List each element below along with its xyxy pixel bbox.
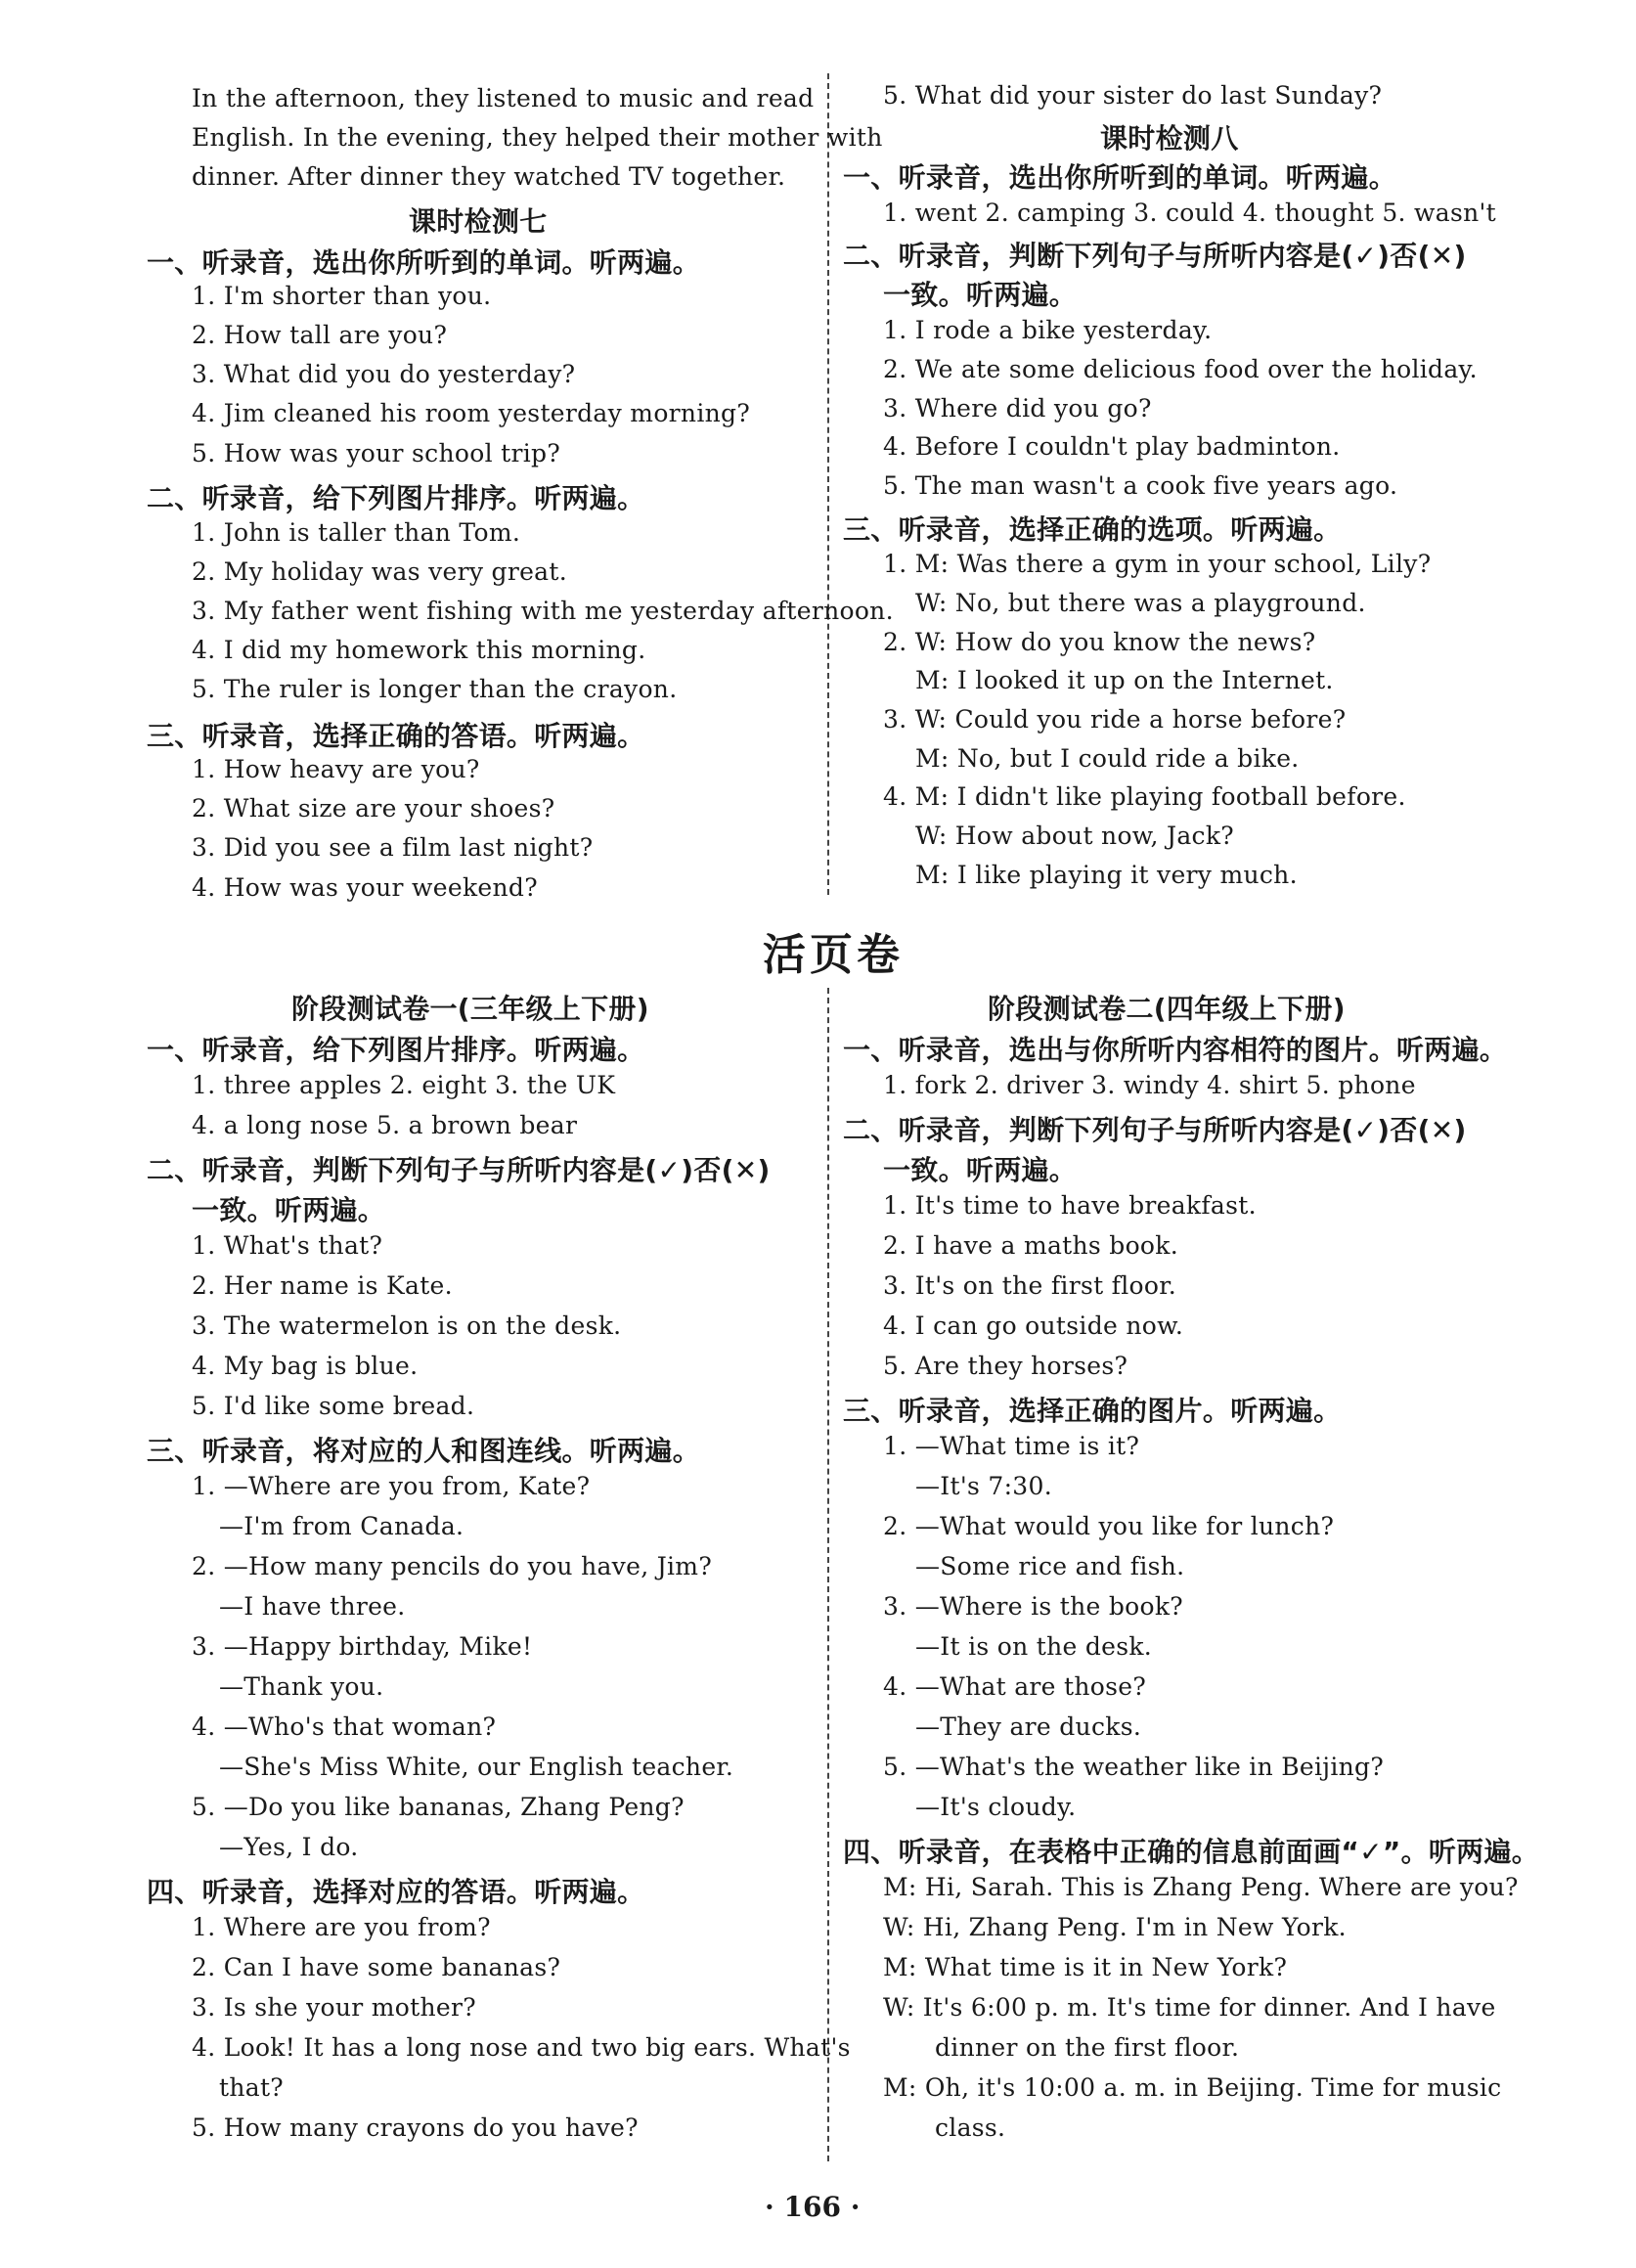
list-item: 5. I'd like some bread.: [192, 1392, 475, 1420]
list-item: 1. I'm shorter than you.: [192, 282, 492, 310]
word-options: 1. went 2. camping 3. could 4. thought 5. wasn't: [883, 199, 1496, 227]
question-heading-cont: 一致。听两遍。: [883, 1154, 1078, 1186]
list-item: 5. How many crayons do you have?: [192, 2113, 639, 2142]
word-options: 4. a long nose 5. a brown bear: [192, 1111, 578, 1139]
question-heading: 四、听录音，在表格中正确的信息前面画“✓”。听两遍。: [843, 1836, 1540, 1868]
dialogue-line: —Yes, I do.: [219, 1833, 359, 1861]
section-title: 课时检测八: [1100, 122, 1239, 155]
dialogue-line: —She's Miss White, our English teacher.: [219, 1753, 734, 1781]
list-item: 5. The man wasn't a cook five years ago.: [883, 471, 1398, 500]
question-heading: 三、听录音，选择正确的图片。听两遍。: [843, 1395, 1342, 1427]
list-item: 4. I can go outside now.: [883, 1312, 1184, 1340]
list-item: 2. What size are your shoes?: [192, 794, 555, 823]
dialogue-line: 3. W: Could you ride a horse before?: [883, 705, 1347, 734]
question-heading: 二、听录音，判断下列句子与所听内容是(✓)否(✕): [843, 1114, 1467, 1146]
list-item: 2. Her name is Kate.: [192, 1271, 453, 1300]
dialogue-line: M: I looked it up on the Internet.: [915, 666, 1334, 694]
text-line: In the afternoon, they listened to music and read: [192, 84, 815, 112]
dialogue-line: —It's cloudy.: [915, 1793, 1077, 1821]
list-item: 2. How tall are you?: [192, 321, 448, 349]
dialogue-line: —I have three.: [219, 1592, 406, 1621]
list-item: 5. Are they horses?: [883, 1352, 1128, 1380]
list-item: 2. I have a maths book.: [883, 1231, 1178, 1260]
question-heading-cont: 一致。听两遍。: [192, 1194, 386, 1226]
test-title: 阶段测试卷二(四年级上下册): [988, 993, 1346, 1025]
question-heading: 三、听录音，选择正确的答语。听两遍。: [147, 720, 645, 752]
list-item: 4. Jim cleaned his room yesterday morning?: [192, 399, 751, 427]
dialogue-line: 2. —What would you like for lunch?: [883, 1512, 1335, 1540]
question-heading: 四、听录音，选择对应的答语。听两遍。: [147, 1876, 645, 1908]
list-item: 1. What's that?: [192, 1231, 383, 1260]
top-column-divider: [827, 73, 829, 895]
list-item: 5. The ruler is longer than the crayon.: [192, 675, 678, 703]
test-title: 阶段测试卷一(三年级上下册): [291, 993, 649, 1025]
question-heading: 三、听录音，选择正确的选项。听两遍。: [843, 513, 1342, 546]
list-item: 4. Look! It has a long nose and two big ears. What's: [192, 2033, 851, 2062]
question-heading: 一、听录音，选出你所听到的单词。听两遍。: [843, 161, 1397, 194]
list-item: 2. We ate some delicious food over the holiday.: [883, 355, 1478, 383]
dialogue-line: 1. —What time is it?: [883, 1432, 1140, 1460]
question-heading-cont: 一致。听两遍。: [883, 279, 1078, 311]
dialogue-line-cont: dinner on the first floor.: [935, 2033, 1240, 2062]
dialogue-line: 1. —Where are you from, Kate?: [192, 1472, 591, 1500]
question-heading: 一、听录音，选出与你所听内容相符的图片。听两遍。: [843, 1034, 1508, 1066]
text-line: English. In the evening, they helped their mother with: [192, 123, 883, 152]
dialogue-line: 3. —Where is the book?: [883, 1592, 1184, 1621]
question-heading: 二、听录音，判断下列句子与所听内容是(✓)否(✕): [147, 1154, 771, 1186]
dialogue-line: M: What time is it in New York?: [883, 1953, 1288, 1981]
text-line: dinner. After dinner they watched TV together.: [192, 162, 786, 191]
dialogue-line: —I'm from Canada.: [219, 1512, 464, 1540]
list-item: 2. My holiday was very great.: [192, 557, 567, 586]
dialogue-line: —Some rice and fish.: [915, 1552, 1185, 1580]
list-item: 3. Where did you go?: [883, 394, 1152, 422]
dialogue-line: —Thank you.: [219, 1672, 384, 1701]
dialogue-line: —They are ducks.: [915, 1712, 1142, 1741]
dialogue-line: M: No, but I could ride a bike.: [915, 744, 1300, 773]
page-number: · 166 ·: [765, 2191, 861, 2223]
list-item: 4. My bag is blue.: [192, 1352, 419, 1380]
list-item: 3. The watermelon is on the desk.: [192, 1312, 622, 1340]
list-item-cont: that?: [219, 2073, 285, 2102]
dialogue-line: 2. —How many pencils do you have, Jim?: [192, 1552, 713, 1580]
list-item: 4. I did my homework this morning.: [192, 636, 646, 664]
dialogue-line: W: No, but there was a playground.: [915, 589, 1366, 617]
list-item: 3. Is she your mother?: [192, 1993, 476, 2022]
list-item: 5. How was your school trip?: [192, 439, 561, 467]
list-item: 3. It's on the first floor.: [883, 1271, 1176, 1300]
question-heading: 二、听录音，给下列图片排序。听两遍。: [147, 482, 645, 514]
word-options: 1. three apples 2. eight 3. the UK: [192, 1071, 616, 1099]
dialogue-line: 2. W: How do you know the news?: [883, 628, 1316, 656]
dialogue-line: 4. —Who's that woman?: [192, 1712, 497, 1741]
bottom-column-divider: [827, 988, 829, 2161]
dialogue-line: 5. —What's the weather like in Beijing?: [883, 1753, 1385, 1781]
list-item: 2. Can I have some bananas?: [192, 1953, 561, 1981]
dialogue-line: W: Hi, Zhang Peng. I'm in New York.: [883, 1913, 1347, 1941]
list-item: 3. My father went fishing with me yesterday afternoon.: [192, 597, 894, 625]
dialogue-line: —It's 7:30.: [915, 1472, 1052, 1500]
word-options: 1. fork 2. driver 3. windy 4. shirt 5. phone: [883, 1071, 1416, 1099]
question-heading: 一、听录音，给下列图片排序。听两遍。: [147, 1034, 645, 1066]
list-item: 5. What did your sister do last Sunday?: [883, 81, 1383, 110]
list-item: 3. What did you do yesterday?: [192, 360, 576, 388]
dialogue-line: M: Hi, Sarah. This is Zhang Peng. Where are you?: [883, 1873, 1519, 1901]
dialogue-line: W: How about now, Jack?: [915, 822, 1235, 850]
main-title: 活页卷: [763, 930, 904, 980]
list-item: 4. How was your weekend?: [192, 873, 538, 902]
dialogue-line: W: It's 6:00 p. m. It's time for dinner. And I have: [883, 1993, 1496, 2022]
dialogue-line: 3. —Happy birthday, Mike!: [192, 1632, 533, 1661]
list-item: 1. How heavy are you?: [192, 755, 480, 783]
dialogue-line: 5. —Do you like bananas, Zhang Peng?: [192, 1793, 685, 1821]
dialogue-line: M: Oh, it's 10:00 a. m. in Beijing. Time for music: [883, 2073, 1502, 2102]
list-item: 1. John is taller than Tom.: [192, 518, 521, 547]
dialogue-line: M: I like playing it very much.: [915, 861, 1298, 889]
list-item: 1. I rode a bike yesterday.: [883, 316, 1213, 344]
list-item: 4. Before I couldn't play badminton.: [883, 432, 1341, 461]
section-title: 课时检测七: [409, 205, 548, 238]
dialogue-line: —It is on the desk.: [915, 1632, 1153, 1661]
list-item: 1. Where are you from?: [192, 1913, 491, 1941]
question-heading: 一、听录音，选出你所听到的单词。听两遍。: [147, 246, 701, 279]
dialogue-line-cont: class.: [935, 2113, 1006, 2142]
list-item: 1. It's time to have breakfast.: [883, 1191, 1257, 1220]
dialogue-line: 1. M: Was there a gym in your school, Lily?: [883, 550, 1432, 578]
question-heading: 二、听录音，判断下列句子与所听内容是(✓)否(✕): [843, 240, 1467, 272]
dialogue-line: 4. M: I didn't like playing football before.: [883, 782, 1406, 811]
list-item: 3. Did you see a film last night?: [192, 833, 594, 862]
question-heading: 三、听录音，将对应的人和图连线。听两遍。: [147, 1435, 701, 1467]
dialogue-line: 4. —What are those?: [883, 1672, 1147, 1701]
